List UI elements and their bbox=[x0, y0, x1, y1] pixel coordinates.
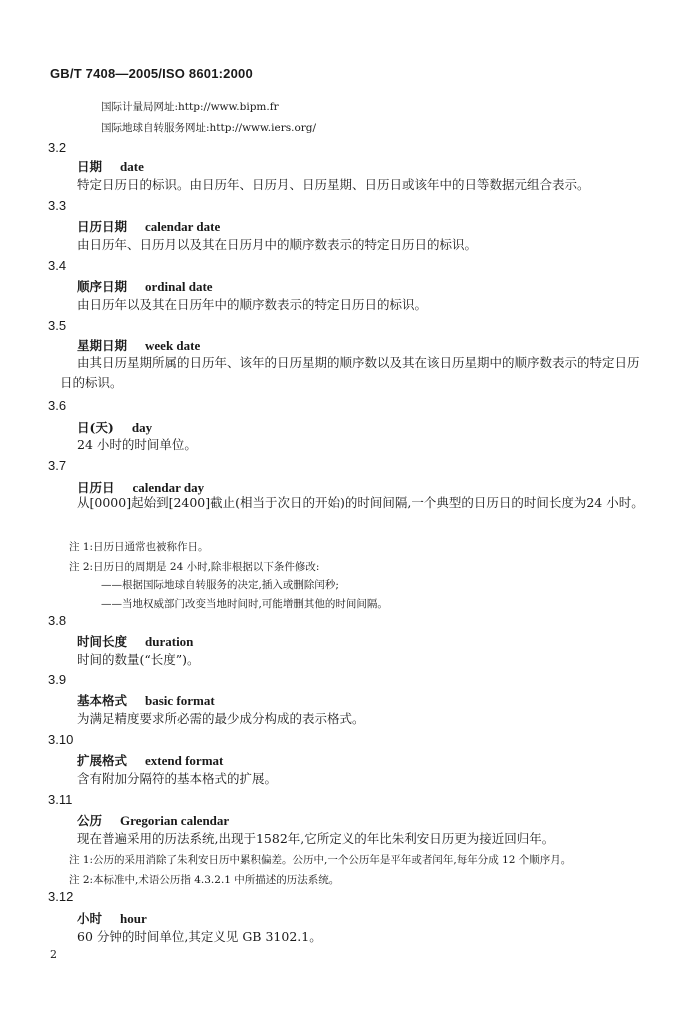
term-definition: 时间的数量(“长度”)。 bbox=[77, 652, 200, 667]
term-en: day bbox=[131, 420, 153, 435]
term-zh: 日历日 bbox=[77, 480, 115, 495]
term-en: hour bbox=[120, 911, 147, 926]
section-number: 3.4 bbox=[48, 258, 67, 273]
term-en: Gregorian calendar bbox=[120, 813, 230, 828]
term-heading bbox=[77, 217, 220, 235]
page-number: 2 bbox=[50, 948, 57, 961]
term-definition-text: 从[0000]起始到[2400]截止(相当于次日的开始)的时间间隔,一个典型的日历日的时间长度为24 小时。 bbox=[77, 495, 644, 510]
section-number: 3.6 bbox=[48, 398, 67, 413]
term-heading bbox=[77, 157, 144, 175]
term-heading bbox=[77, 909, 147, 927]
term-en: duration bbox=[145, 634, 194, 649]
term-en: week date bbox=[145, 338, 201, 353]
section-number: 3.2 bbox=[48, 140, 67, 155]
term-en: calendar day bbox=[132, 480, 205, 495]
term-heading bbox=[77, 336, 200, 354]
term-definition-text: 由其日历星期所属的日历年、该年的日历星期的顺序数以及其在该日历星期中的顺序数表示的特定日历日的标识。 bbox=[60, 355, 640, 390]
term-zh: 扩展格式 bbox=[77, 753, 128, 768]
note-subitem: ——根据国际地球自转服务的决定,插入或删除闰秒; bbox=[101, 579, 339, 591]
term-definition: 60 分钟的时间单位,其定义见 GB 3102.1。 bbox=[77, 929, 322, 944]
term-en: calendar date bbox=[145, 219, 221, 234]
note-line: 注 2:日历日的周期是 24 小时,除非根据以下条件修改: bbox=[69, 561, 320, 573]
term-zh: 星期日期 bbox=[77, 338, 128, 353]
term-zh: 公历 bbox=[77, 813, 103, 828]
term-heading bbox=[77, 277, 213, 295]
term-en: date bbox=[120, 159, 144, 174]
standard-header: GB/T 7408—2005/ISO 8601:2000 bbox=[50, 66, 253, 81]
term-zh: 基本格式 bbox=[77, 693, 128, 708]
section-number: 3.5 bbox=[48, 318, 67, 333]
term-definition bbox=[60, 353, 650, 393]
section-number: 3.10 bbox=[48, 732, 74, 747]
note-subitem: ——当地权威部门改变当地时间时,可能增删其他的时间间隔。 bbox=[101, 598, 388, 610]
section-number: 3.8 bbox=[48, 613, 67, 628]
term-definition: 含有附加分隔符的基本格式的扩展。 bbox=[77, 771, 278, 786]
section-number: 3.12 bbox=[48, 889, 74, 904]
term-heading bbox=[77, 632, 193, 650]
section-number: 3.3 bbox=[48, 198, 67, 213]
bipm-url-line: 国际计量局网址:http://www.bipm.fr bbox=[101, 101, 279, 113]
term-definition: 24 小时的时间单位。 bbox=[77, 437, 197, 452]
term-en: extend format bbox=[145, 753, 224, 768]
term-definition bbox=[60, 493, 650, 513]
term-definition: 由日历年以及其在日历年中的顺序数表示的特定日历日的标识。 bbox=[77, 297, 428, 312]
term-heading bbox=[77, 751, 223, 769]
section-number: 3.7 bbox=[48, 458, 67, 473]
term-zh: 日期 bbox=[77, 159, 103, 174]
term-heading bbox=[77, 418, 152, 436]
term-en: basic format bbox=[145, 693, 215, 708]
term-heading bbox=[77, 691, 215, 709]
term-zh: 时间长度 bbox=[77, 634, 128, 649]
note-line: 注 1:日历日通常也被称作日。 bbox=[69, 541, 209, 553]
section-number: 3.11 bbox=[48, 792, 73, 807]
iers-url-line: 国际地球自转服务网址:http://www.iers.org/ bbox=[101, 122, 317, 134]
section-number: 3.9 bbox=[48, 672, 67, 687]
term-definition: 由日历年、日历月以及其在日历月中的顺序数表示的特定日历日的标识。 bbox=[77, 237, 478, 252]
term-en: ordinal date bbox=[145, 279, 213, 294]
note-line: 注 1:公历的采用消除了朱利安日历中累积偏差。公历中,一个公历年是平年或者闰年,每年分成 12 个顺序月。 bbox=[69, 854, 572, 866]
term-zh: 日历日期 bbox=[77, 219, 128, 234]
term-zh: 小时 bbox=[77, 911, 103, 926]
term-definition: 特定日历日的标识。由日历年、日历月、日历星期、日历日或该年中的日等数据元组合表示。 bbox=[77, 177, 590, 192]
term-zh: 顺序日期 bbox=[77, 279, 128, 294]
term-definition: 现在普遍采用的历法系统,出现于1582年,它所定义的年比朱利安日历更为接近回归年。 bbox=[77, 831, 555, 846]
term-definition: 为满足精度要求所必需的最少成分构成的表示格式。 bbox=[77, 711, 365, 726]
note-line: 注 2:本标准中,术语公历指 4.3.2.1 中所描述的历法系统。 bbox=[69, 874, 340, 886]
term-heading bbox=[77, 811, 229, 829]
term-zh: 日(天) bbox=[77, 420, 114, 435]
